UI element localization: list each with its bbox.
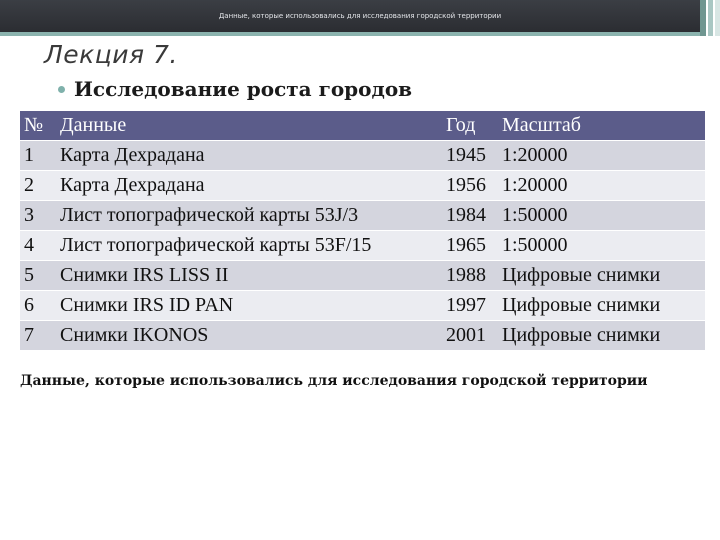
cell-data: Снимки IKONOS bbox=[56, 321, 442, 351]
column-header-year: Год bbox=[442, 111, 498, 141]
table-row bbox=[20, 291, 705, 321]
cell-year: 1945 bbox=[442, 141, 498, 171]
table-row bbox=[20, 141, 705, 171]
slide-top-bar bbox=[0, 0, 720, 38]
cell-scale: 1:50000 bbox=[498, 201, 705, 231]
table-header-row bbox=[20, 111, 705, 141]
top-bar-accent-segment bbox=[700, 0, 706, 36]
top-bar-accent-segment bbox=[708, 0, 713, 36]
table-caption: Данные, которые использовались для исследования городской территории bbox=[20, 373, 648, 389]
cell-number: 7 bbox=[20, 321, 56, 351]
cell-data: Карта Дехрадана bbox=[56, 141, 442, 171]
cell-scale: Цифровые снимки bbox=[498, 291, 705, 321]
cell-scale: Цифровые снимки bbox=[498, 261, 705, 291]
cell-year: 1956 bbox=[442, 171, 498, 201]
cell-data: Карта Дехрадана bbox=[56, 171, 442, 201]
table-row bbox=[20, 261, 705, 291]
cell-number: 1 bbox=[20, 141, 56, 171]
cell-scale: 1:20000 bbox=[498, 171, 705, 201]
table-row bbox=[20, 321, 705, 351]
slide-title: Лекция 7. bbox=[44, 40, 178, 69]
cell-year: 1965 bbox=[442, 231, 498, 261]
cell-number: 2 bbox=[20, 171, 56, 201]
cell-number: 6 bbox=[20, 291, 56, 321]
cell-year: 2001 bbox=[442, 321, 498, 351]
bullet-dot-icon bbox=[58, 86, 65, 93]
cell-scale: 1:50000 bbox=[498, 231, 705, 261]
cell-year: 1984 bbox=[442, 201, 498, 231]
table-row bbox=[20, 231, 705, 261]
bullet-text: Исследование роста городов bbox=[74, 77, 413, 101]
top-bar-accent-line bbox=[0, 32, 700, 36]
cell-scale: Цифровые снимки bbox=[498, 321, 705, 351]
column-header-number: № bbox=[20, 111, 56, 141]
cell-number: 5 bbox=[20, 261, 56, 291]
table-row bbox=[20, 171, 705, 201]
cell-data: Лист топографической карты 53F/15 bbox=[56, 231, 442, 261]
data-table bbox=[20, 111, 705, 351]
cell-data: Лист топографической карты 53J/3 bbox=[56, 201, 442, 231]
table-row bbox=[20, 201, 705, 231]
bullet-item bbox=[58, 77, 412, 101]
cell-number: 3 bbox=[20, 201, 56, 231]
header-caption: Данные, которые использовались для исследования городской территории bbox=[218, 12, 502, 20]
top-bar-accent-segment bbox=[715, 0, 720, 36]
cell-year: 1997 bbox=[442, 291, 498, 321]
column-header-data: Данные bbox=[56, 111, 442, 141]
cell-scale: 1:20000 bbox=[498, 141, 705, 171]
column-header-scale: Масштаб bbox=[498, 111, 705, 141]
cell-year: 1988 bbox=[442, 261, 498, 291]
cell-data: Снимки IRS LISS II bbox=[56, 261, 442, 291]
cell-data: Снимки IRS ID PAN bbox=[56, 291, 442, 321]
cell-number: 4 bbox=[20, 231, 56, 261]
